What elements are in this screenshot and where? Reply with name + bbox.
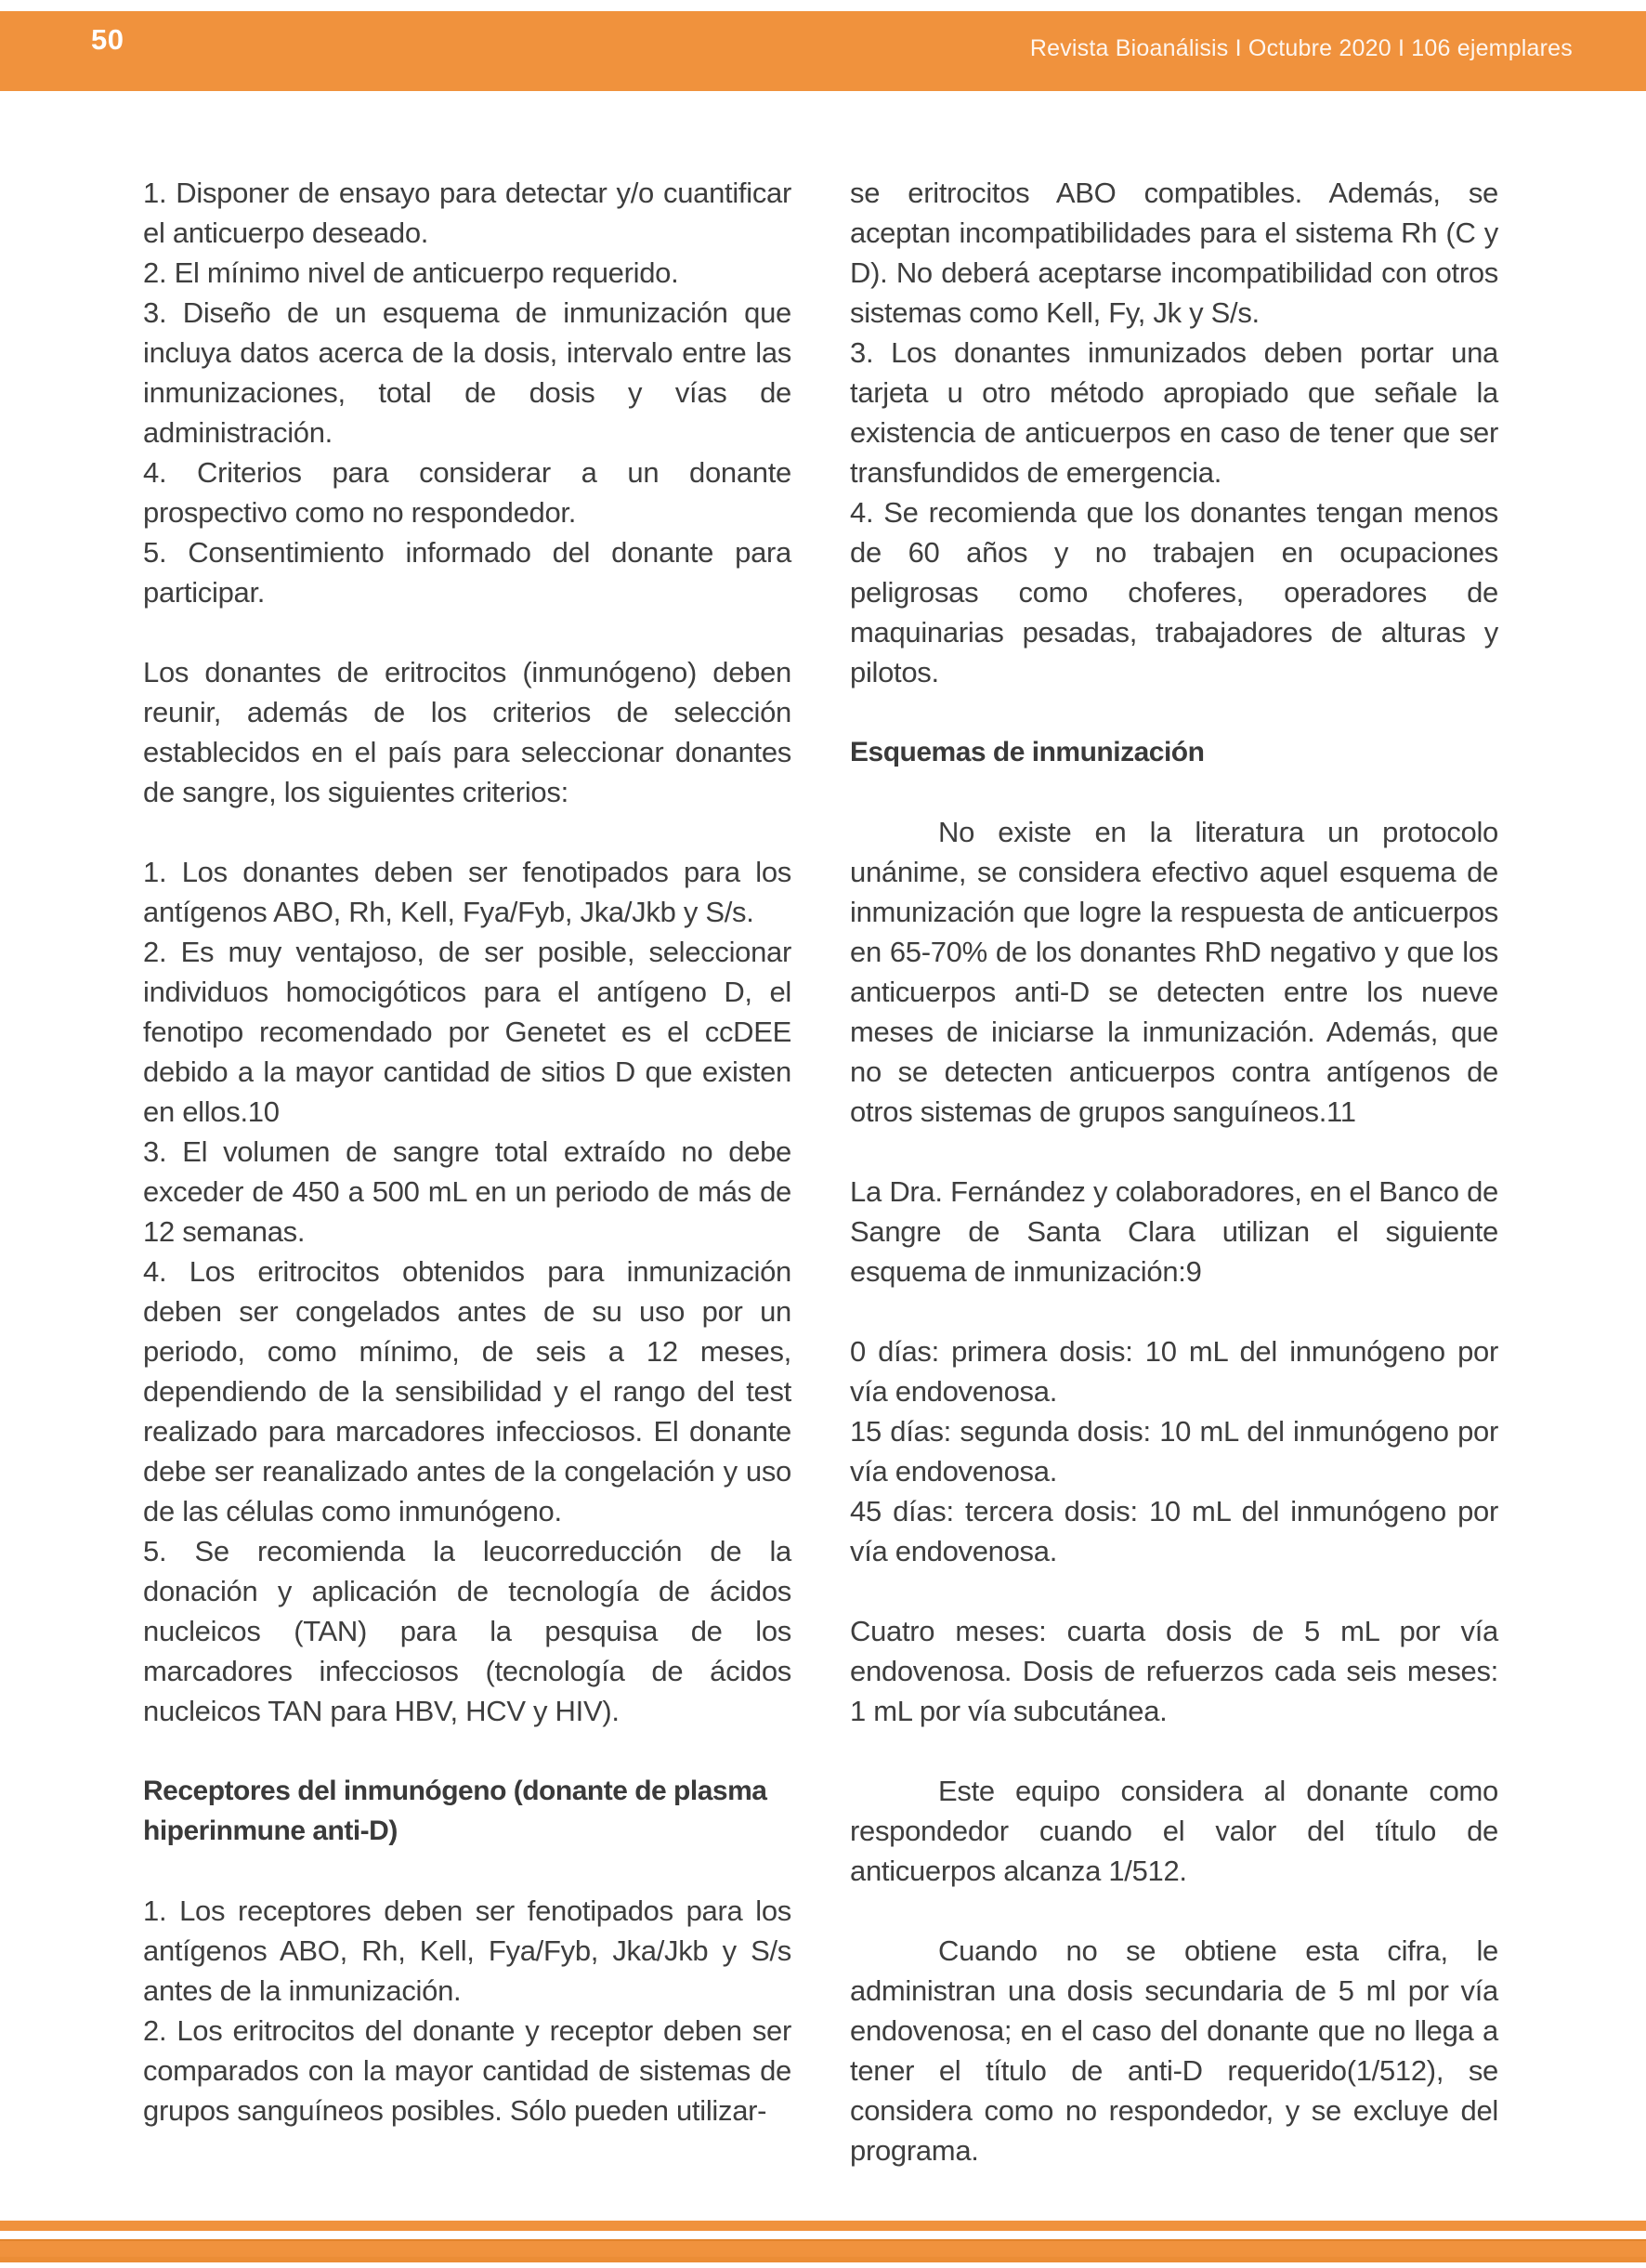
paragraph: 4. Criterios para considerar a un donante prospectivo como no respondedor. — [143, 456, 791, 529]
paragraph: 45 días: tercera dosis: 10 mL del inmunógeno por vía endovenosa. — [850, 1495, 1498, 1567]
footer-rule-top — [0, 2221, 1646, 2231]
paragraph: No existe en la literatura un protocolo unánime, se considera efectivo aquel esquema de inmunización que logre la respuesta de anticuerpos en 65-70% de los donantes RhD negativo y que los anticuerpos anti-D se detecten entre los nueve meses de iniciarse la inmunización. Además, que no se detecten anticuerpos contra antígenos de otros sistemas de grupos sanguíneos.11 — [850, 816, 1498, 1128]
paragraph: Este equipo considera al donante como respondedor cuando el valor del título de anticuerpos alcanza 1/512. — [850, 1775, 1498, 1887]
section-heading: Receptores del inmunógeno (donante de plasma hiperinmune anti-D) — [143, 1776, 767, 1846]
paragraph: 1. Los receptores deben ser fenotipados para los antígenos ABO, Rh, Kell, Fya/Fyb, Jka/Jkb y S/s antes de la inmunización. — [143, 1894, 791, 2007]
column-left — [143, 173, 791, 2170]
section-heading: Esquemas de inmunización — [850, 737, 1205, 767]
paragraph: La Dra. Fernández y colaboradores, en el Banco de Sangre de Santa Clara utilizan el siguiente esquema de inmunización:9 — [850, 1175, 1498, 1288]
paragraph: 2. Los eritrocitos del donante y receptor deben ser comparados con la mayor cantidad de sistemas de grupos sanguíneos posibles. Sólo pueden utilizar- — [143, 2014, 791, 2127]
paragraph: 3. El volumen de sangre total extraído no debe exceder de 450 a 500 mL en un periodo de más de 12 semanas. — [143, 1135, 791, 1248]
paragraph: 1. Los donantes deben ser fenotipados para los antígenos ABO, Rh, Kell, Fya/Fyb, Jka/Jkb y S/s. — [143, 856, 791, 928]
paragraph: 3. Los donantes inmunizados deben portar una tarjeta u otro método apropiado que señale la existencia de anticuerpos en caso de tener que ser transfundidos de emergencia. — [850, 336, 1498, 489]
paragraph: 5. Consentimiento informado del donante para participar. — [143, 536, 791, 609]
paragraph: Cuando no se obtiene esta cifra, le administran una dosis secundaria de 5 ml por vía endovenosa; en el caso del donante que no llega a tener el título de anti-D requerido(1/512), se considera como no respondedor, y se excluye del programa. — [850, 1934, 1498, 2167]
paragraph: 2. Es muy ventajoso, de ser posible, seleccionar individuos homocigóticos para el antígeno D, el fenotipo recomendado por Genetet es el ccDEE debido a la mayor cantidad de sitios D que existen en ellos.10 — [143, 936, 791, 1128]
paragraph: 3. Diseño de un esquema de inmunización que incluya datos acerca de la dosis, intervalo entre las inmunizaciones, total de dosis y vías de administración. — [143, 296, 791, 449]
paragraph: se eritrocitos ABO compatibles. Además, se aceptan incompatibilidades para el sistema Rh (C y D). No deberá aceptarse incompatibilidad con otros sistemas como Kell, Fy, Jk y S/s. — [850, 177, 1498, 329]
paragraph: 5. Se recomienda la leucorreducción de la donación y aplicación de tecnología de ácidos nucleicos (TAN) para la pesquisa de los marcadores infecciosos (tecnología de ácidos nucleicos TAN para HBV, HCV y HIV). — [143, 1535, 791, 1727]
paragraph: 15 días: segunda dosis: 10 mL del inmunógeno por vía endovenosa. — [850, 1415, 1498, 1488]
footer-rule-bottom — [0, 2239, 1646, 2262]
paragraph: 4. Los eritrocitos obtenidos para inmunización deben ser congelados antes de su uso por un periodo, como mínimo, de seis a 12 meses, dependiendo de la sensibilidad y el rango del test realizado para marcadores infecciosos. El donante debe ser reanalizado antes de la congelación y uso de las células como inmunógeno. — [143, 1255, 791, 1527]
paragraph: 2. El mínimo nivel de anticuerpo requerido. — [143, 256, 679, 289]
paragraph: 0 días: primera dosis: 10 mL del inmunógeno por vía endovenosa. — [850, 1335, 1498, 1408]
page-number: 50 — [91, 23, 124, 56]
paragraph: Los donantes de eritrocitos (inmunógeno) deben reunir, además de los criterios de selección establecidos en el país para seleccionar donantes de sangre, los siguientes criterios: — [143, 656, 791, 808]
column-right — [850, 173, 1498, 2170]
header-bar — [0, 11, 1646, 91]
paragraph: 4. Se recomienda que los donantes tengan menos de 60 años y no trabajen en ocupaciones peligrosas como choferes, operadores de maquinarias pesadas, trabajadores de alturas y pilotos. — [850, 496, 1498, 688]
paragraph: Cuatro meses: cuarta dosis de 5 mL por vía endovenosa. Dosis de refuerzos cada seis meses: 1 mL por vía subcutánea. — [850, 1615, 1498, 1727]
article-body — [143, 173, 1499, 2170]
paragraph: 1. Disponer de ensayo para detectar y/o cuantificar el anticuerpo deseado. — [143, 177, 791, 249]
edition-info: Revista Bioanálisis I Octubre 2020 I 106 ejemplares — [1029, 35, 1573, 61]
